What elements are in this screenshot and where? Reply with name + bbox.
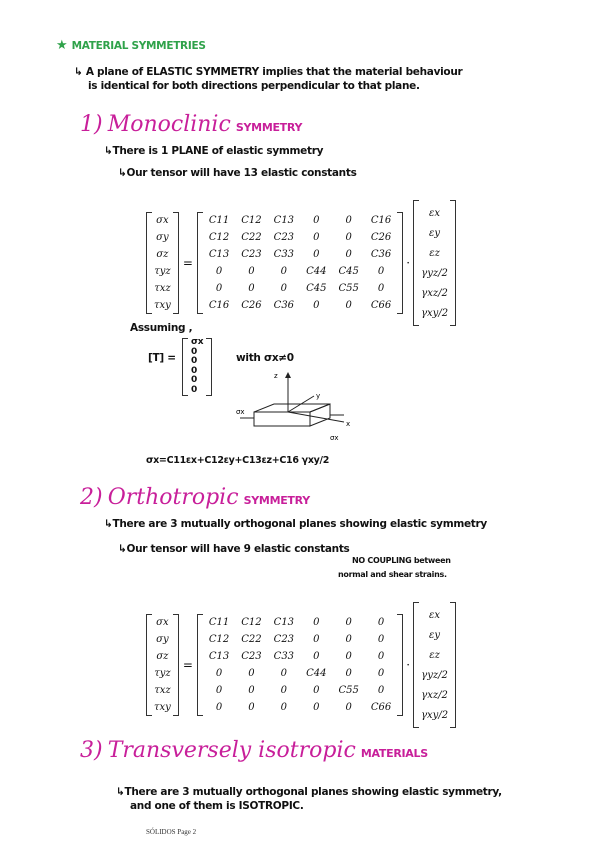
stress-entry: σx <box>156 617 169 628</box>
matrix-cell: C66 <box>370 702 392 713</box>
matrix-cell: 0 <box>280 668 288 679</box>
matrix-cell: C13 <box>273 617 295 628</box>
section-1-title: Monoclinic <box>107 112 231 137</box>
matrix-cell: C23 <box>273 232 295 243</box>
y-axis-label: y <box>316 392 321 400</box>
matrix-cell: 0 <box>345 215 352 226</box>
matrix-cell: 0 <box>313 249 320 260</box>
section-3-title: Transversely isotropic <box>107 738 356 763</box>
section-1-line-2: ↳Our tensor will have 13 elastic constants <box>118 167 357 179</box>
stress-entry: σy <box>156 634 169 645</box>
matrix-cell: 0 <box>280 685 288 696</box>
strain-entry: γxy/2 <box>421 709 449 721</box>
section-1-tag: SYMMETRY <box>235 121 303 134</box>
strain-entry: γxz/2 <box>421 287 448 299</box>
matrix-row <box>203 280 397 297</box>
matrix-cell: C23 <box>241 249 262 260</box>
matrix-cell: C11 <box>208 617 230 628</box>
matrix-cell: 0 <box>215 283 223 294</box>
matrix-row <box>203 665 397 682</box>
matrix-cell: 0 <box>248 668 255 679</box>
section-3-tag: MATERIALS <box>360 747 428 760</box>
matrix-cell: 0 <box>248 266 255 277</box>
matrix-cell: 0 <box>377 283 385 294</box>
stress-entry: σz <box>156 249 169 260</box>
strain-entry: γyz/2 <box>421 669 448 681</box>
tensor-entry: σx <box>191 337 204 347</box>
section-1-heading <box>80 112 302 137</box>
matrix-cell: C33 <box>273 249 295 260</box>
matrix-cell: 0 <box>313 634 320 645</box>
matrix-cell: C36 <box>370 249 392 260</box>
matrix-cell: 0 <box>248 685 255 696</box>
note-line-1: NO COUPLING between <box>352 556 451 565</box>
matrix-cell: 0 <box>377 685 385 696</box>
strain-entry: εy <box>429 227 441 239</box>
matrix-cell: 0 <box>377 668 385 679</box>
matrix-cell: 0 <box>377 651 385 662</box>
stress-entry: τyz <box>154 668 171 679</box>
strain-entry: γyz/2 <box>421 267 448 279</box>
matrix-cell: 0 <box>377 634 385 645</box>
matrix-cell: 0 <box>313 215 320 226</box>
section-3-number: 3) <box>80 738 103 763</box>
section-2-title: Orthotropic <box>107 485 239 510</box>
section-3-line-2: and one of them is ISOTROPIC. <box>130 800 304 812</box>
matrix-cell: 0 <box>215 668 223 679</box>
matrix-cell: C22 <box>241 634 262 645</box>
matrix-row <box>203 297 397 314</box>
strain-entry: εx <box>429 207 441 219</box>
matrix-row <box>203 682 397 699</box>
star-icon: ★ <box>56 38 68 53</box>
matrix-cell: 0 <box>280 702 288 713</box>
matrix-cell: 0 <box>313 232 320 243</box>
stress-entry: τxz <box>154 283 171 294</box>
tensor-entry: 0 <box>191 365 197 376</box>
stress-entry: τxy <box>154 702 171 713</box>
stress-vector <box>152 212 173 314</box>
intro-line-1: ↳ A plane of ELASTIC SYMMETRY implies that the material behaviour <box>74 66 463 78</box>
stress-label-right: σx <box>330 434 339 442</box>
strain-entry: εz <box>429 247 440 259</box>
matrix-row <box>203 631 397 648</box>
matrix-cell: 0 <box>345 232 352 243</box>
matrix-cell: C13 <box>208 651 230 662</box>
stress-entry: τyz <box>154 266 171 277</box>
matrix-row <box>203 229 397 246</box>
stress-entry: σx <box>156 215 169 226</box>
strain-entry: γxz/2 <box>421 689 448 701</box>
matrix-cell: 0 <box>313 617 320 628</box>
stress-entry: τxz <box>154 685 171 696</box>
section-1-line-1: ↳There is 1 PLANE of elastic symmetry <box>104 145 324 157</box>
matrix-cell: C12 <box>208 232 230 243</box>
orthotropic-equation: σx σy σz τyz τxz τxy = C11 C12 C13 0 0 0 C12 C22 C23 0 0 0 C13 C23 C33 0 0 0 0 0 0 C44 0 0 0 0 0 0 C55 0 0 0 0 0 0 C66 · εx εy εz γyz/2 γxz/2 γxy/2 <box>146 602 456 728</box>
matrix-cell: 0 <box>215 266 223 277</box>
monoclinic-equation: σx σy σz τyz τxz τxy = C11 C12 C13 0 0 C16 C12 C22 C23 0 0 C26 C13 C23 C33 0 0 C36 0 0 0 C44 C45 0 0 0 0 C45 C55 0 C16 C26 C36 0 0 C66 · εx εy εz γyz/2 γxz/2 γxy/2 <box>146 200 456 326</box>
section-2-line-2: ↳Our tensor will have 9 elastic constants <box>118 543 350 555</box>
matrix-cell: 0 <box>377 266 385 277</box>
section-3-heading <box>80 738 428 763</box>
page-title: MATERIAL SYMMETRIES <box>71 40 206 52</box>
matrix-cell: C45 <box>306 283 327 294</box>
matrix-cell: C36 <box>273 300 295 311</box>
section-2-line-1: ↳There are 3 mutually orthogonal planes showing elastic symmetry <box>104 518 487 530</box>
matrix-row <box>203 212 397 229</box>
matrix-cell: 0 <box>345 651 352 662</box>
stress-label-left: σx <box>236 408 245 416</box>
stress-entry: σy <box>156 232 169 243</box>
matrix-cell: C22 <box>241 232 262 243</box>
matrix-cell: C12 <box>241 215 262 226</box>
section-2-number: 2) <box>80 485 103 510</box>
matrix-cell: C55 <box>338 283 359 294</box>
matrix-cell: C44 <box>306 668 327 679</box>
matrix-cell: 0 <box>248 702 255 713</box>
matrix-cell: C13 <box>208 249 230 260</box>
note-line-2: normal and shear strains. <box>338 570 447 579</box>
strain-vector <box>419 203 450 323</box>
assuming-label: Assuming , <box>130 322 193 334</box>
z-axis-label: z <box>274 372 278 380</box>
matrix-cell: C55 <box>338 685 359 696</box>
intro-line-2: is identical for both directions perpendicular to that plane. <box>88 80 420 92</box>
matrix-row <box>203 648 397 665</box>
strain-vector <box>419 605 450 725</box>
stress-entry: τxy <box>154 300 171 311</box>
matrix-cell: C16 <box>208 300 230 311</box>
matrix-row <box>203 614 397 631</box>
matrix-cell: C11 <box>208 215 230 226</box>
section-2-heading <box>80 485 310 510</box>
x-axis-label: x <box>346 420 351 428</box>
stress-entry: σz <box>156 651 169 662</box>
element-cube-figure <box>232 368 362 448</box>
matrix-cell: C45 <box>338 266 359 277</box>
matrix-cell: C23 <box>273 634 295 645</box>
matrix-cell: C16 <box>370 215 392 226</box>
matrix-cell: 0 <box>313 685 320 696</box>
matrix-cell: 0 <box>345 668 352 679</box>
section-3-line-1: ↳There are 3 mutually orthogonal planes showing elastic symmetry, <box>116 786 502 798</box>
matrix-cell: C66 <box>370 300 392 311</box>
header <box>56 38 206 53</box>
matrix-cell: 0 <box>280 283 288 294</box>
tensor-column <box>182 338 212 396</box>
matrix-cell: C26 <box>241 300 262 311</box>
matrix-cell: C13 <box>273 215 295 226</box>
section-1-number: 1) <box>80 112 103 137</box>
matrix-row <box>203 699 397 716</box>
stiffness-matrix <box>203 212 397 314</box>
tensor-entry: 0 <box>191 375 197 385</box>
matrix-cell: C12 <box>208 634 230 645</box>
matrix-cell: C23 <box>241 651 262 662</box>
matrix-cell: 0 <box>345 249 352 260</box>
matrix-cell: 0 <box>377 617 385 628</box>
strain-entry: εx <box>429 609 441 621</box>
strain-entry: εz <box>429 649 440 661</box>
matrix-row <box>203 263 397 280</box>
strain-entry: εy <box>429 629 441 641</box>
matrix-cell: C12 <box>241 617 262 628</box>
with-condition: with σx≠0 <box>236 352 294 364</box>
tensor-entry: 0 <box>191 384 197 395</box>
matrix-cell: C33 <box>273 651 295 662</box>
section-2-tag: SYMMETRY <box>243 494 310 507</box>
stress-vector <box>152 614 173 716</box>
matrix-cell: 0 <box>215 702 223 713</box>
matrix-cell: 0 <box>345 634 352 645</box>
sigma-x-result: σx=C11εx+C12εy+C13εz+C16 γxy/2 <box>146 455 330 466</box>
stiffness-matrix <box>203 614 397 716</box>
matrix-cell: C44 <box>306 266 327 277</box>
matrix-cell: 0 <box>248 283 255 294</box>
tensor-label: [T] = <box>148 352 176 364</box>
matrix-row <box>203 246 397 263</box>
matrix-cell: 0 <box>345 702 352 713</box>
matrix-cell: 0 <box>215 685 223 696</box>
matrix-cell: 0 <box>345 617 352 628</box>
matrix-cell: 0 <box>313 651 320 662</box>
matrix-cell: 0 <box>313 702 320 713</box>
tensor-entry: 0 <box>191 356 197 366</box>
matrix-cell: 0 <box>280 266 288 277</box>
page-footer: SÓLIDOS Page 2 <box>146 828 197 836</box>
matrix-cell: C26 <box>370 232 392 243</box>
matrix-cell: 0 <box>345 300 352 311</box>
strain-entry: γxy/2 <box>421 307 449 319</box>
tensor-entry: 0 <box>191 346 197 357</box>
matrix-cell: 0 <box>313 300 320 311</box>
